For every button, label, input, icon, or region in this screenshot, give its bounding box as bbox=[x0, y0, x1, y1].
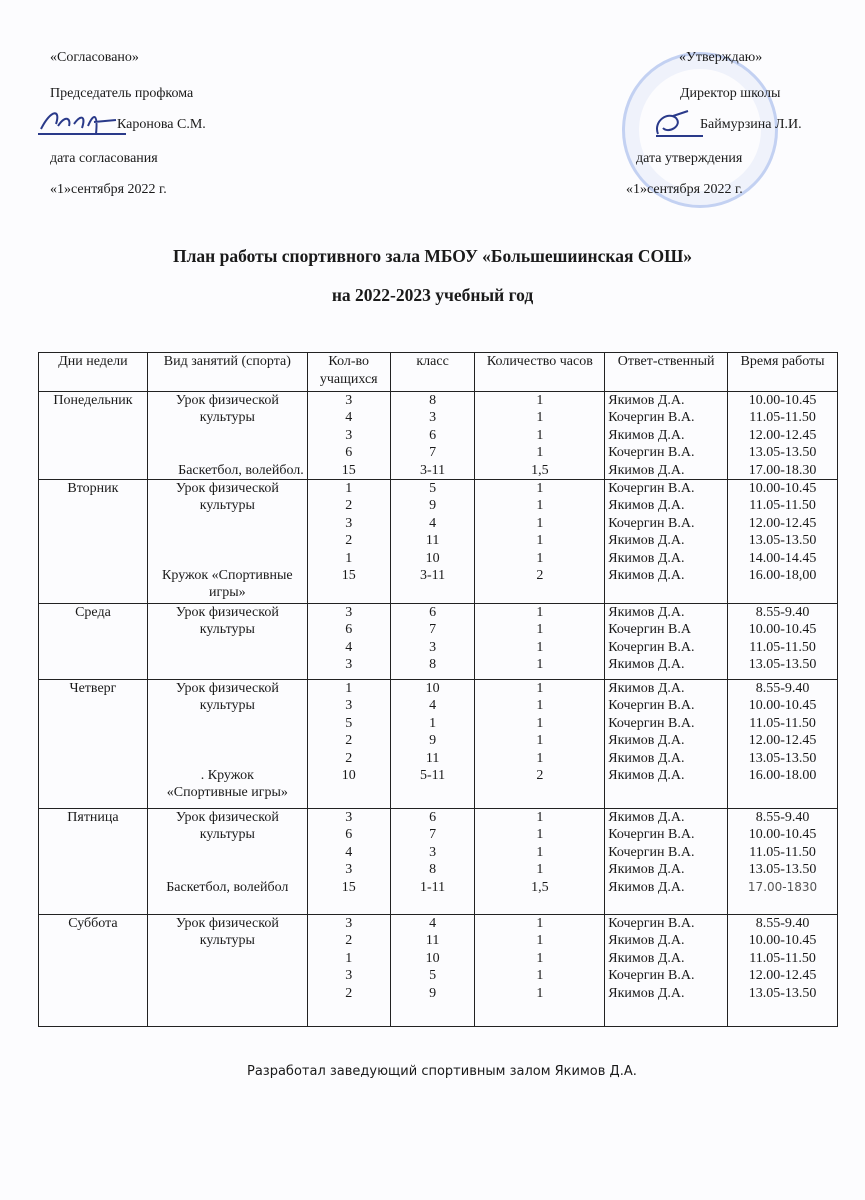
time-cell bbox=[728, 915, 838, 1027]
hours-line: 1 bbox=[536, 681, 544, 696]
class-line: 9 bbox=[429, 498, 437, 514]
students-line: 3 bbox=[345, 427, 353, 443]
responsible-line: Якимов Д.А. bbox=[608, 605, 685, 620]
activity-line bbox=[151, 844, 304, 861]
students-line: 4 bbox=[345, 844, 353, 860]
table-row bbox=[39, 680, 838, 809]
hours-line: 1 bbox=[536, 968, 544, 984]
day-cell: Суббота bbox=[39, 915, 148, 1027]
class-line: 7 bbox=[429, 622, 437, 638]
responsible-cell bbox=[605, 809, 728, 915]
activity-line: культуры bbox=[199, 410, 255, 426]
time-line: 12.00-12.45 bbox=[748, 733, 817, 749]
agreed-position: Председатель профкома bbox=[50, 86, 194, 101]
column-header: Дни недели bbox=[39, 353, 148, 392]
responsible-line: Кочергин В.А. bbox=[608, 445, 695, 461]
time-line: 13.05-13.50 bbox=[748, 445, 817, 461]
class-line: 3-11 bbox=[420, 462, 446, 478]
time-line: 8.55-9.40 bbox=[755, 810, 810, 825]
activity-line bbox=[151, 532, 304, 549]
time-line: 11.05-11.50 bbox=[749, 639, 816, 655]
column-header: класс bbox=[390, 353, 475, 392]
activity-line bbox=[151, 550, 304, 567]
responsible-line: Якимов Д.А. bbox=[608, 427, 685, 443]
class-line: 1 bbox=[429, 715, 437, 731]
hours-line: 1 bbox=[536, 698, 544, 714]
hours-cell bbox=[475, 480, 605, 604]
students-line: 6 bbox=[345, 622, 353, 638]
students-line: 10 bbox=[341, 767, 356, 783]
students-line: 15 bbox=[341, 462, 356, 478]
time-cell bbox=[728, 680, 838, 809]
activity-line bbox=[151, 444, 304, 461]
hours-line: 1,5 bbox=[531, 462, 549, 478]
approved-name: Баймурзина Л.И. bbox=[700, 117, 802, 132]
activity-line: культуры bbox=[199, 933, 255, 949]
responsible-line: Кочергин В.А. bbox=[608, 639, 695, 655]
activity-line: Урок физической bbox=[175, 681, 279, 696]
time-line: 13.05-13.50 bbox=[748, 862, 817, 878]
activity-line: Урок физической bbox=[175, 810, 279, 825]
activity-line bbox=[151, 861, 304, 878]
students-line: 6 bbox=[345, 445, 353, 461]
day-cell: Четверг bbox=[39, 680, 148, 809]
class-cell bbox=[390, 809, 475, 915]
class-line: 3-11 bbox=[420, 567, 446, 583]
responsible-cell bbox=[605, 915, 728, 1027]
document-title: План работы спортивного зала МБОУ «Большешиинская СОШ» bbox=[172, 246, 693, 266]
hours-line: 1 bbox=[536, 733, 544, 749]
responsible-cell bbox=[605, 604, 728, 680]
class-line: 3 bbox=[429, 844, 437, 860]
time-line: 16.00-18.00 bbox=[748, 767, 817, 783]
class-cell bbox=[390, 915, 475, 1027]
class-line: 6 bbox=[429, 427, 437, 443]
hours-line: 1 bbox=[536, 410, 544, 426]
class-line: 7 bbox=[429, 827, 437, 843]
responsible-line: Якимов Д.А. bbox=[608, 950, 685, 966]
time-line: 12.00-12.45 bbox=[748, 515, 817, 531]
responsible-line: Якимов Д.А. bbox=[608, 767, 685, 783]
responsible-line: Кочергин В.А. bbox=[608, 844, 695, 860]
students-cell bbox=[307, 809, 390, 915]
time-line: 10.00-10.45 bbox=[748, 481, 817, 496]
time-line: 10.00-10.45 bbox=[748, 933, 817, 949]
class-line: 8 bbox=[429, 862, 437, 878]
students-line: 1 bbox=[345, 681, 353, 696]
class-line: 10 bbox=[425, 550, 440, 566]
responsible-line: Якимов Д.А. bbox=[608, 733, 685, 749]
time-line: 16.00-18,00 bbox=[748, 567, 817, 583]
class-line: 5 bbox=[429, 481, 437, 496]
responsible-line: Якимов Д.А. bbox=[608, 681, 685, 696]
hours-line: 2 bbox=[536, 567, 544, 583]
hours-line: 1 bbox=[536, 916, 544, 931]
hours-line: 1 bbox=[536, 393, 544, 408]
class-line: 4 bbox=[429, 698, 437, 714]
hours-line: 1 bbox=[536, 844, 544, 860]
activity-line: Баскетбол, волейбол bbox=[166, 879, 289, 895]
activity-line bbox=[151, 750, 304, 767]
responsible-line: Кочергин В.А. bbox=[608, 698, 695, 714]
footer-note: Разработал заведующий спортивным залом Якимов Д.А. bbox=[247, 1064, 637, 1079]
activity-line: Урок физической bbox=[175, 916, 279, 931]
activity-line: Баскетбол, волейбол. bbox=[178, 462, 304, 478]
time-line: 11.05-11.50 bbox=[749, 715, 816, 731]
hours-line: 1 bbox=[536, 810, 544, 825]
activity-cell bbox=[147, 915, 307, 1027]
activity-line: Кружок «Спортивные bbox=[162, 567, 293, 583]
class-line: 8 bbox=[429, 393, 437, 408]
class-line: 3 bbox=[429, 639, 437, 655]
activity-line: Урок физической bbox=[175, 481, 279, 496]
day-cell: Пятница bbox=[39, 809, 148, 915]
activity-line bbox=[151, 732, 304, 749]
time-line: 10.00-10.45 bbox=[748, 622, 817, 638]
hours-line: 1 bbox=[536, 950, 544, 966]
hours-line: 1,5 bbox=[531, 879, 549, 895]
time-line: 11.05-11.50 bbox=[749, 844, 816, 860]
responsible-cell bbox=[605, 392, 728, 480]
students-line: 3 bbox=[345, 393, 353, 408]
students-cell bbox=[307, 915, 390, 1027]
class-line: 11 bbox=[425, 750, 440, 766]
class-line: 1-11 bbox=[420, 879, 446, 895]
time-line: 8.55-9.40 bbox=[755, 916, 810, 931]
hours-cell bbox=[475, 604, 605, 680]
hours-line: 1 bbox=[536, 481, 544, 496]
table-row bbox=[39, 392, 838, 480]
responsible-line: Якимов Д.А. bbox=[608, 567, 685, 583]
approved-label: «Утверждаю» bbox=[679, 50, 763, 65]
hours-cell bbox=[475, 680, 605, 809]
hours-cell bbox=[475, 915, 605, 1027]
responsible-line: Якимов Д.А. bbox=[608, 985, 685, 1001]
students-cell bbox=[307, 480, 390, 604]
column-header: Кол-во учащихся bbox=[307, 353, 390, 392]
class-line: 10 bbox=[425, 681, 440, 696]
activity-line: культуры bbox=[199, 827, 255, 843]
time-line: 10.00-10.45 bbox=[748, 393, 817, 408]
hours-line: 1 bbox=[536, 862, 544, 878]
time-line: 13.05-13.50 bbox=[748, 657, 817, 673]
hours-line: 1 bbox=[536, 550, 544, 566]
students-line: 4 bbox=[345, 639, 353, 655]
schedule-table bbox=[38, 352, 838, 1027]
column-header: Ответ-ственный bbox=[605, 353, 728, 392]
activity-cell bbox=[147, 480, 307, 604]
responsible-line: Якимов Д.А. bbox=[608, 393, 685, 408]
responsible-line: Кочергин В.А. bbox=[608, 715, 695, 731]
hours-line: 1 bbox=[536, 715, 544, 731]
activity-line bbox=[151, 715, 304, 732]
table-row bbox=[39, 809, 838, 915]
class-line: 11 bbox=[425, 933, 440, 949]
hours-line: 2 bbox=[536, 767, 544, 783]
time-line: 11.05-11.50 bbox=[749, 950, 816, 966]
activity-line: игры» bbox=[209, 585, 246, 601]
students-line: 2 bbox=[345, 498, 353, 514]
time-line: 11.05-11.50 bbox=[749, 410, 816, 426]
signature-icon bbox=[36, 104, 126, 140]
day-cell: Среда bbox=[39, 604, 148, 680]
time-line: 17.00-18.30 bbox=[748, 462, 817, 478]
time-line: 8.55-9.40 bbox=[755, 605, 810, 620]
students-line: 3 bbox=[345, 605, 353, 620]
hours-line: 1 bbox=[536, 933, 544, 949]
students-line: 2 bbox=[345, 985, 353, 1001]
time-cell bbox=[728, 392, 838, 480]
class-cell bbox=[390, 480, 475, 604]
responsible-line: Кочергин В.А. bbox=[608, 968, 695, 984]
activity-line bbox=[151, 427, 304, 444]
hours-line: 1 bbox=[536, 657, 544, 673]
hours-line: 1 bbox=[536, 515, 544, 531]
time-line: 11.05-11.50 bbox=[749, 498, 816, 514]
class-line: 6 bbox=[429, 605, 437, 620]
time-line: 12.00-12.45 bbox=[748, 427, 817, 443]
responsible-line: Якимов Д.А. bbox=[608, 750, 685, 766]
activity-line: . Кружок bbox=[200, 767, 254, 783]
class-line: 3 bbox=[429, 410, 437, 426]
class-line: 4 bbox=[429, 515, 437, 531]
responsible-line: Якимов Д.А. bbox=[608, 550, 685, 566]
day-cell: Вторник bbox=[39, 480, 148, 604]
agreed-date-label: дата согласования bbox=[50, 151, 158, 166]
students-line: 3 bbox=[345, 657, 353, 673]
class-line: 11 bbox=[425, 533, 440, 549]
table-row bbox=[39, 915, 838, 1027]
activity-cell bbox=[147, 680, 307, 809]
activity-line: Урок физической bbox=[175, 393, 279, 408]
responsible-cell bbox=[605, 680, 728, 809]
activity-line: культуры bbox=[199, 698, 255, 714]
time-line: 10.00-10.45 bbox=[748, 698, 817, 714]
table-row bbox=[39, 604, 838, 680]
students-line: 2 bbox=[345, 750, 353, 766]
document-subtitle: на 2022-2023 учебный год bbox=[331, 285, 534, 305]
responsible-line: Кочергин В.А. bbox=[608, 410, 695, 426]
class-line: 9 bbox=[429, 985, 437, 1001]
students-line: 2 bbox=[345, 733, 353, 749]
students-line: 6 bbox=[345, 827, 353, 843]
class-cell bbox=[390, 604, 475, 680]
students-line: 15 bbox=[341, 879, 356, 895]
responsible-line: Кочергин В.А. bbox=[608, 515, 695, 531]
agreed-name: Каронова С.М. bbox=[117, 117, 206, 132]
students-line: 2 bbox=[345, 533, 353, 549]
activity-line: культуры bbox=[199, 622, 255, 638]
hours-line: 1 bbox=[536, 985, 544, 1001]
activity-line: «Спортивные игры» bbox=[166, 785, 288, 801]
time-line: 10.00-10.45 bbox=[748, 827, 817, 843]
class-line: 10 bbox=[425, 950, 440, 966]
activity-cell bbox=[147, 392, 307, 480]
responsible-line: Кочергин В.А. bbox=[608, 481, 695, 496]
class-cell bbox=[390, 680, 475, 809]
hours-line: 1 bbox=[536, 827, 544, 843]
hours-line: 1 bbox=[536, 427, 544, 443]
students-cell bbox=[307, 604, 390, 680]
time-line: 13.05-13.50 bbox=[748, 985, 817, 1001]
responsible-line: Якимов Д.А. bbox=[608, 862, 685, 878]
responsible-line: Якимов Д.А. bbox=[608, 462, 685, 478]
students-line: 15 bbox=[341, 567, 356, 583]
activity-cell bbox=[147, 809, 307, 915]
signature-icon bbox=[648, 106, 708, 138]
responsible-line: Якимов Д.А. bbox=[608, 933, 685, 949]
time-line: 8.55-9.40 bbox=[755, 681, 810, 696]
hours-cell bbox=[475, 809, 605, 915]
hours-line: 1 bbox=[536, 750, 544, 766]
students-line: 3 bbox=[345, 698, 353, 714]
class-line: 6 bbox=[429, 810, 437, 825]
students-line: 1 bbox=[345, 950, 353, 966]
hours-line: 1 bbox=[536, 445, 544, 461]
class-line: 4 bbox=[429, 916, 437, 931]
hours-line: 1 bbox=[536, 498, 544, 514]
students-line: 1 bbox=[345, 481, 353, 496]
students-line: 3 bbox=[345, 862, 353, 878]
students-line: 3 bbox=[345, 810, 353, 825]
hours-line: 1 bbox=[536, 639, 544, 655]
students-line: 3 bbox=[345, 916, 353, 931]
responsible-line: Кочергин В.А. bbox=[608, 916, 695, 931]
students-line: 1 bbox=[345, 550, 353, 566]
responsible-line: Кочергин В.А. bbox=[608, 827, 695, 843]
time-line: 17.00-1830 bbox=[747, 879, 818, 894]
agreed-date: «1»сентября 2022 г. bbox=[50, 182, 167, 197]
time-cell bbox=[728, 604, 838, 680]
day-cell: Понедельник bbox=[39, 392, 148, 480]
class-cell bbox=[390, 392, 475, 480]
students-line: 2 bbox=[345, 933, 353, 949]
column-header: Время работы bbox=[728, 353, 838, 392]
column-header: Вид занятий (спорта) bbox=[147, 353, 307, 392]
hours-cell bbox=[475, 392, 605, 480]
activity-line bbox=[151, 515, 304, 532]
table-row bbox=[39, 480, 838, 604]
students-line: 3 bbox=[345, 515, 353, 531]
students-line: 4 bbox=[345, 410, 353, 426]
time-line: 14.00-14.45 bbox=[748, 550, 817, 566]
responsible-line: Якимов Д.А. bbox=[608, 533, 685, 549]
class-line: 9 bbox=[429, 733, 437, 749]
responsible-line: Кочергин В.А bbox=[608, 622, 691, 638]
activity-cell bbox=[147, 604, 307, 680]
responsible-cell bbox=[605, 480, 728, 604]
activity-line: культуры bbox=[199, 498, 255, 514]
approved-date: «1»сентября 2022 г. bbox=[626, 182, 743, 197]
students-cell bbox=[307, 680, 390, 809]
hours-line: 1 bbox=[536, 533, 544, 549]
responsible-line: Якимов Д.А. bbox=[608, 657, 685, 673]
students-line: 3 bbox=[345, 968, 353, 984]
time-line: 13.05-13.50 bbox=[748, 750, 817, 766]
class-line: 5 bbox=[429, 968, 437, 984]
agreed-label: «Согласовано» bbox=[50, 50, 139, 65]
time-cell bbox=[728, 480, 838, 604]
students-cell bbox=[307, 392, 390, 480]
class-line: 8 bbox=[429, 657, 437, 673]
students-line: 5 bbox=[345, 715, 353, 731]
hours-line: 1 bbox=[536, 605, 544, 620]
responsible-line: Якимов Д.А. bbox=[608, 810, 685, 825]
approved-date-label: дата утверждения bbox=[636, 151, 743, 166]
responsible-line: Якимов Д.А. bbox=[608, 879, 685, 895]
responsible-line: Якимов Д.А. bbox=[608, 498, 685, 514]
approved-position: Директор школы bbox=[680, 86, 781, 101]
activity-line: Урок физической bbox=[175, 605, 279, 620]
column-header: Количество часов bbox=[475, 353, 605, 392]
time-line: 13.05-13.50 bbox=[748, 533, 817, 549]
time-cell bbox=[728, 809, 838, 915]
hours-line: 1 bbox=[536, 622, 544, 638]
class-line: 7 bbox=[429, 445, 437, 461]
time-line: 12.00-12.45 bbox=[748, 968, 817, 984]
table-header-row bbox=[39, 353, 838, 392]
class-line: 5-11 bbox=[420, 767, 446, 783]
